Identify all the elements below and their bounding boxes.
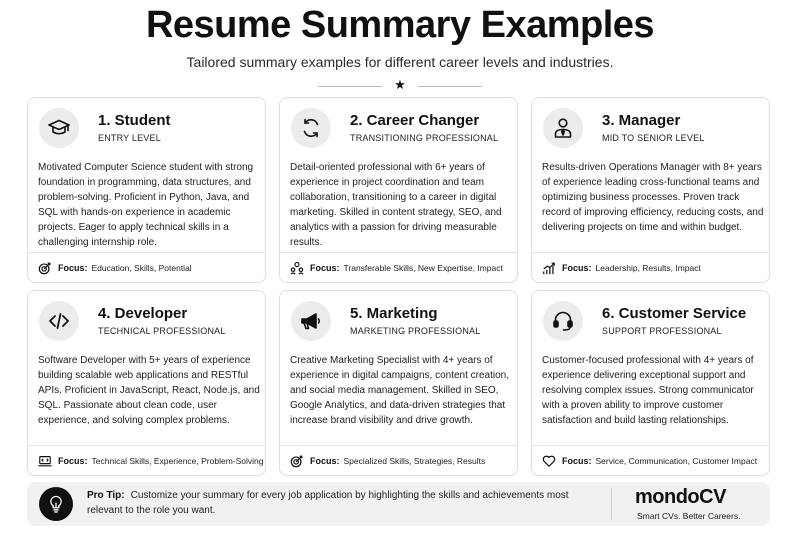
card-focus — [290, 454, 485, 468]
divider-line-left — [318, 86, 382, 87]
focus-label: Focus: — [310, 263, 340, 273]
card-subtitle: ENTRY LEVEL — [98, 133, 161, 143]
summary-card-manager — [531, 97, 770, 283]
summary-card-student — [27, 97, 266, 283]
card-focus — [542, 454, 757, 468]
card-body: Detail-oriented professional with 6+ years of experience in project coordination and team collaboration, transitioning to a career in digital marketing. Skilled in content strategy, SEO, and analytics with a passion for driving measurable results. — [290, 162, 502, 248]
focus-label: Focus: — [562, 263, 592, 273]
title-divider — [318, 77, 482, 92]
focus-text: Specialized Skills, Strategies, Results — [343, 456, 486, 466]
card-title: 4. Developer — [98, 305, 188, 322]
page-title: Resume Summary Examples — [145, 4, 655, 46]
card-subtitle: TRANSITIONING PROFESSIONAL — [350, 133, 499, 143]
card-divider — [28, 445, 265, 446]
focus-text: Leadership, Results, Impact — [595, 263, 701, 273]
focus-label: Focus: — [562, 456, 592, 466]
target-icon — [38, 261, 52, 275]
card-title: 1. Student — [98, 112, 171, 129]
card-body: Software Developer with 5+ years of experience building scalable web applications and RESTful APIs. Proficient in JavaScript, React, Node.js, and SQL. Passionate about clean code, user experience, and solving complex problems. — [38, 355, 260, 426]
card-body: Customer-focused professional with 4+ years of experience delivering exceptional support and resolving complex issues. Strong communicator with a proven ability to improve customer satisfaction and build lasting relationships. — [542, 355, 754, 426]
card-title: 3. Manager — [602, 112, 681, 129]
refresh-icon — [291, 108, 331, 148]
card-subtitle: MARKETING PROFESSIONAL — [350, 326, 481, 336]
card-subtitle: SUPPORT PROFESSIONAL — [602, 326, 722, 336]
target-icon — [290, 454, 304, 468]
card-title: 6. Customer Service — [602, 305, 747, 322]
person-tie-icon — [543, 108, 583, 148]
divider-line-right — [418, 86, 482, 87]
brand-tagline: Smart CVs. Better Careers. — [637, 511, 741, 521]
heart-icon — [542, 454, 556, 468]
card-focus — [38, 261, 192, 275]
card-subtitle: MID TO SENIOR LEVEL — [602, 133, 705, 143]
focus-label: Focus: — [58, 456, 88, 466]
card-divider — [28, 252, 265, 253]
headset-icon — [543, 301, 583, 341]
laptop-code-icon — [38, 454, 52, 468]
card-divider — [532, 252, 769, 253]
card-title: 5. Marketing — [350, 305, 438, 322]
focus-label: Focus: — [58, 263, 88, 273]
summary-card-customer-service — [531, 290, 770, 476]
focus-text: Service, Communication, Customer Impact — [595, 456, 758, 466]
card-divider — [280, 252, 517, 253]
page-subtitle: Tailored summary examples for different career levels and industries. — [186, 54, 614, 70]
card-divider — [532, 445, 769, 446]
card-body: Motivated Computer Science student with strong foundation in programming, data structures, and problem-solving. Proficient in Python, Java, and SQL with hands-on experience in academic projects. Eager to apply technical skills in a challenging internship role. — [38, 162, 254, 248]
pro-tip-body: Customize your summary for every job application by highlighting the skills and achievements most relevant to the role you want. — [87, 490, 569, 516]
card-focus — [38, 454, 263, 468]
lightbulb-icon — [39, 487, 73, 521]
focus-text: Education, Skills, Potential — [91, 263, 192, 273]
card-body: Results-driven Operations Manager with 8+ years of experience leading cross-functional teams and optimizing business processes. Proven track record of improving efficiency, reducing costs, and delivering projects on time and within budget. — [542, 162, 764, 233]
card-title: 2. Career Changer — [350, 112, 480, 129]
pro-tip-banner — [27, 482, 770, 526]
focus-text: Technical Skills, Experience, Problem-Solving — [91, 456, 264, 466]
pro-tip-text — [87, 489, 577, 518]
pro-tip-label: Pro Tip: — [87, 490, 125, 501]
team-icon — [290, 261, 304, 275]
brand-logo: mondoCV — [635, 486, 726, 508]
card-body: Creative Marketing Specialist with 4+ years of experience in digital campaigns, content creation, and social media management. Skilled in SEO, Google Analytics, and data-driven strategies that increase brand visibility and drive growth. — [290, 355, 510, 426]
summary-card-developer — [27, 290, 266, 476]
star-icon: ★ — [394, 77, 406, 92]
summary-card-marketing — [279, 290, 518, 476]
summary-card-career-changer — [279, 97, 518, 283]
card-focus — [290, 261, 503, 275]
growth-chart-icon — [542, 261, 556, 275]
card-subtitle: TECHNICAL PROFESSIONAL — [98, 326, 226, 336]
focus-label: Focus: — [310, 456, 340, 466]
card-divider — [280, 445, 517, 446]
megaphone-icon — [291, 301, 331, 341]
tip-divider — [611, 488, 612, 520]
graduation-cap-icon — [39, 108, 79, 148]
focus-text: Transferable Skills, New Expertise, Impact — [343, 263, 503, 273]
code-icon — [39, 301, 79, 341]
card-focus — [542, 261, 701, 275]
